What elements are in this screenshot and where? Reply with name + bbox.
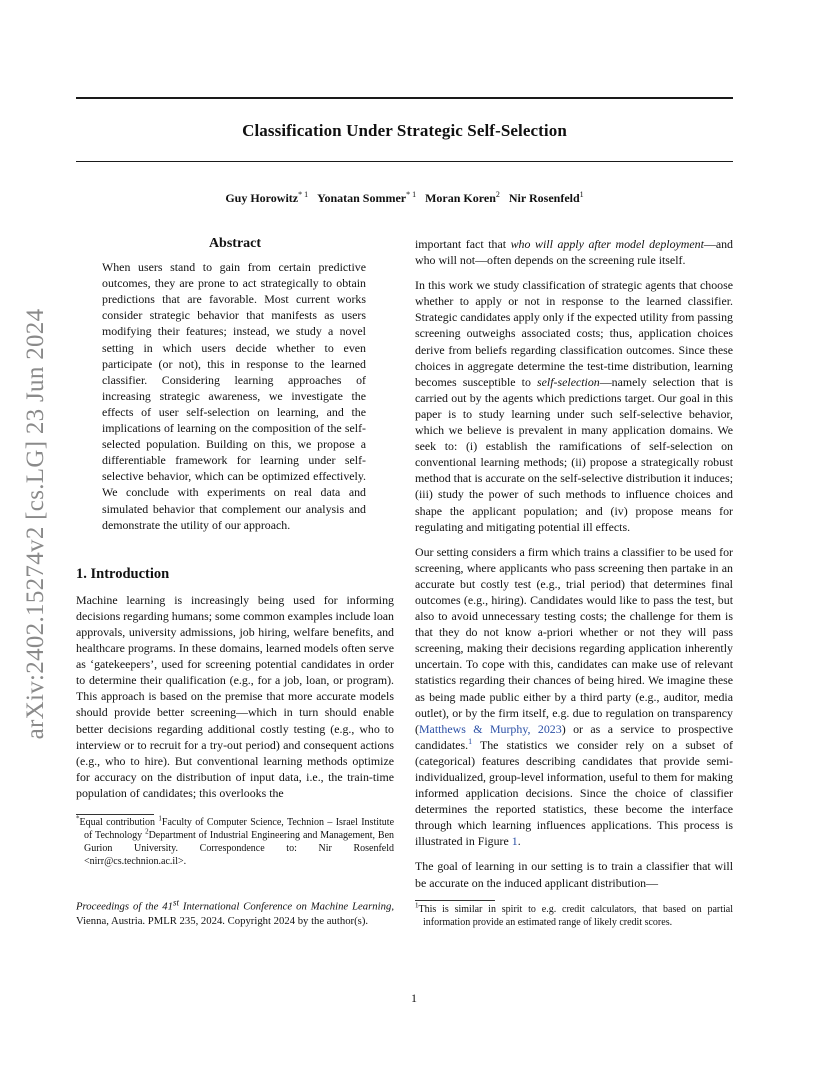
footnote-ref-link[interactable]: 1 <box>468 736 473 746</box>
right-column <box>415 236 733 929</box>
left-column <box>76 236 394 928</box>
title-bottom-rule <box>76 161 733 162</box>
abstract-text: When users stand to gain from certain predictive outcomes, they are prone to act strategically to obtain predictions that are favorable. Most current works consider strategic behavior that manifests as users modifying their features; instead, we study a novel setting in which users decide whether to even participate (or not), this in response to the learned classifier. Considering learning approaches of increasing strategic awareness, we investigate the effects of user self-selection on learning, and the implications of learning on the composition of the self-selected population. Building on this, we propose a differentiable framework for learning under self-selective behavior, which can be optimized effectively. We conclude with experiments on real data and simulated behavior that complement our analysis and demonstrate the utility of our approach. <box>102 260 366 532</box>
author-3: Moran Koren$^2$ <box>425 190 500 205</box>
right-paragraph-3: Our setting considers a firm which trains a classifier to be used for screening, where applicants who pass screening then partake in an accurate but costly test (e.g., trial period) that determines final outcomes (e.g., hiring). Candidates would like to pass the test, but also to avoid unnecessary testing costs; the challenge for them is that they do not know a-priori whether or not they will pass screening, making their decisions regarding application inherently uncertain. To cope with this, candidates can make use of relevant statistics regarding their chances of being hired. We imagine these as being made public either by a third party (e.g., auditor, media outlet), or by the firm itself, e.g. due to regulation on transparency (Matthews & Murphy, 2023) or as a service to prospective candidates.$^1$ The statistics we consider rely on a subset of (categorical) features describing candidates that provide semi-individualized, group-level information, useful to them for making informed application decisions. Since the choice of classifier determines the reported statistics, these become the interface through which learning influences applications. This process is illustrated in Figure 1. <box>415 544 733 849</box>
figure-ref-link[interactable]: 1 <box>511 834 518 849</box>
right-paragraph-1: important fact that who will apply after model deployment—and who will not—often depends on the screening rule itself. <box>415 237 733 268</box>
footnote-rule <box>76 814 154 815</box>
right-footnote-rule <box>415 900 495 901</box>
arxiv-stamp-text: arXiv:2402.15274v2 [cs.LG] 23 Jun 2024 <box>22 308 49 740</box>
abstract-heading: Abstract <box>208 236 262 251</box>
introduction-heading: 1. Introduction <box>76 565 170 582</box>
author-2: Yonatan Sommer$^{* 1}$ <box>317 190 417 205</box>
author-list <box>76 191 733 206</box>
right-paragraph-2: In this work we study classification of strategic agents that choose whether to apply or not in response to the learned classifier. Strategic candidates apply only if the expected utility from passing screening outweighs associated costs; thus, application choices derive from beliefs regarding classification outcomes. Since these choices in aggregate determine the test-time distribution, learning becomes susceptible to self-selection—namely selection that is carried out by the agents which predictions target. Our goal in this paper is to study learning under such self-selective behavior, which we believe is prevalent in many application domains. We seek to: (i) establish the ramifications of self-selection on conventional learning methods; (ii) propose a strategically robust method that is accurate on the self-selective distribution it induces; (iii) study the power of such methods to influence choices and shape the applicant population; and (iv) propose means for regulating and mitigating potential ill effects. <box>415 278 733 534</box>
affiliation-footnote: *Equal contribution $^1$Faculty of Computer Science, Technion – Israel Institute of Technology $^2$Department of Industrial Engineering and Management, Ben Gurion University. Correspondence to: Nir Rosenfeld <nirr@cs.technion.ac.il>. <box>76 814 395 867</box>
right-paragraph-4: The goal of learning in our setting is to train a classifier that will be accurate on the induced applicant distribution— <box>415 859 733 890</box>
introduction-text: Machine learning is increasingly being used for informing decisions regarding humans; some common examples include loan approvals, university admissions, job hiring, welfare benefits, and healthcare programs. In these domains, learned models often serve as ‘gatekeepers’, used for screening potential candidates in order to determine their qualification (e.g., for a job, loan, or program). This approach is based on the premise that more accurate models should provide better screening—which in turn should enable better decisions regarding additional costly testing (e.g., who to interview or to recruit for a try-out period) and consequent actions (e.g., who to hire). But conventional learning methods optimize for accuracy on the distribution of input data, i.e., the train-time population of candidates; this overlooks the <box>76 592 394 800</box>
author-4: Nir Rosenfeld$^1$ <box>508 190 584 205</box>
citation-link[interactable]: Matthews & Murphy, 2023 <box>418 721 562 736</box>
page-number: 1 <box>411 991 417 1005</box>
paper-title: Classification Under Strategic Self-Selection <box>242 121 567 140</box>
title-top-rule <box>76 97 733 99</box>
arxiv-stamp <box>20 290 52 758</box>
proceedings-note: Proceedings of the 41st International Conference on Machine Learning, Vienna, Austria. PMLR 235, 2024. Copyright 2024 by the author(s). <box>76 897 394 927</box>
author-1: Guy Horowitz$^{* 1}$ <box>225 190 309 205</box>
footnote-1: $^1$This is similar in spirit to e.g. credit calculators, that based on partial information provide an estimated range of likely credit scores. <box>415 901 733 928</box>
